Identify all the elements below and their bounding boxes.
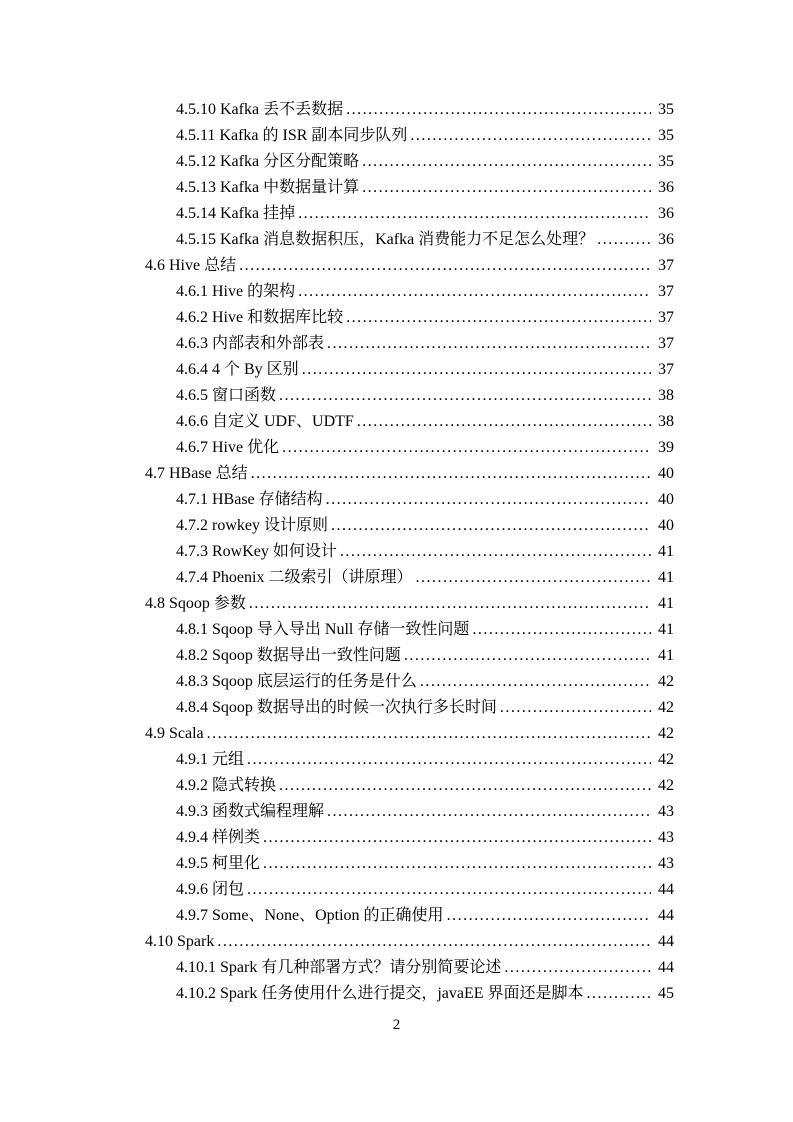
toc-entry-page-number: 37 [658,335,674,352]
toc-entry-title: 4.8.4 Sqoop 数据导出的时候一次执行多长时间 [176,699,497,716]
toc-dot-leader [247,877,651,903]
toc-entry[interactable] [145,825,674,851]
toc-dot-leader [500,695,651,721]
toc-dot-leader [327,799,651,825]
toc-dot-leader [472,617,651,643]
toc-dot-leader [249,591,651,617]
toc-entry-title: 4.10 Spark [145,933,215,950]
toc-dot-leader [207,721,651,747]
toc-entry[interactable] [145,383,674,409]
toc-entry[interactable] [145,851,674,877]
toc-entry[interactable] [145,747,674,773]
toc-entry-title: 4.8.1 Sqoop 导入导出 Null 存储一致性问题 [176,621,470,638]
toc-entry-title: 4.5.10 Kafka 丢不丢数据 [176,101,344,118]
toc-entry[interactable] [145,97,674,123]
toc-entry[interactable] [145,409,674,435]
toc-entry-page-number: 35 [658,153,674,170]
toc-entry-title: 4.9.5 柯里化 [176,855,261,872]
toc-entry-title: 4.6.1 Hive 的架构 [176,283,296,300]
toc-entry-title: 4.6.3 内部表和外部表 [176,335,325,352]
toc-entry[interactable] [145,565,674,591]
toc-dot-leader [302,357,651,383]
toc-entry-title: 4.10.2 Spark 任务使用什么进行提交，javaEE 界面还是脚本 [176,985,584,1002]
toc-entry[interactable] [145,123,674,149]
toc-dot-leader [362,149,651,175]
toc-entry-page-number: 42 [658,725,674,742]
toc-entry[interactable] [145,305,674,331]
toc-dot-leader [331,513,651,539]
toc-dot-leader [346,305,651,331]
toc-entry[interactable] [145,695,674,721]
toc-dot-leader [410,123,651,149]
toc-entry-title: 4.6 Hive 总结 [145,257,237,274]
toc-entry[interactable] [145,773,674,799]
toc-entry[interactable] [145,149,674,175]
toc-entry-title: 4.6.2 Hive 和数据库比较 [176,309,344,326]
toc-entry-title: 4.6.4 4 个 By 区别 [176,361,299,378]
toc-entry-title: 4.7 HBase 总结 [145,465,248,482]
toc-dot-leader [597,227,651,253]
toc-entry-title: 4.5.12 Kafka 分区分配策略 [176,153,360,170]
toc-entry-page-number: 44 [658,959,674,976]
toc-entry-title: 4.6.5 窗口函数 [176,387,277,404]
toc-dot-leader [251,461,651,487]
toc-entry-page-number: 42 [658,777,674,794]
toc-entry-page-number: 40 [658,517,674,534]
toc-entry-title: 4.10.1 Spark 有几种部署方式？请分别简要论述 [176,959,502,976]
toc-entry-title: 4.9.6 闭包 [176,881,245,898]
toc-entry-title: 4.5.11 Kafka 的 ISR 副本同步队列 [176,127,408,144]
toc-dot-leader [263,825,651,851]
toc-dot-leader [404,643,651,669]
toc-entry[interactable] [145,253,674,279]
toc-entry-page-number: 43 [658,829,674,846]
toc-entry-page-number: 37 [658,361,674,378]
toc-entry-page-number: 36 [658,231,674,248]
toc-entry[interactable] [145,175,674,201]
toc-entry[interactable] [145,981,674,1007]
toc-dot-leader [298,201,651,227]
toc-entry-title: 4.7.3 RowKey 如何设计 [176,543,337,560]
toc-entry-page-number: 41 [658,569,674,586]
toc-entry[interactable] [145,955,674,981]
toc-dot-leader [327,331,651,357]
toc-entry-title: 4.9.2 隐式转换 [176,777,277,794]
toc-entry-title: 4.9.7 Some、None、Option 的正确使用 [176,907,444,924]
toc-dot-leader [282,435,651,461]
toc-entry-page-number: 35 [658,127,674,144]
toc-entry-title: 4.6.6 自定义 UDF、UDTF [176,413,354,430]
toc-entry-title: 4.5.14 Kafka 挂掉 [176,205,296,222]
toc-entry-page-number: 38 [658,413,674,430]
toc-entry-page-number: 41 [658,595,674,612]
toc-entry-page-number: 45 [658,985,674,1002]
toc-entry-page-number: 36 [658,205,674,222]
toc-dot-leader [340,539,651,565]
toc-dot-leader [263,851,651,877]
table-of-contents [145,97,674,1007]
toc-dot-leader [217,929,651,955]
toc-entry[interactable] [145,903,674,929]
toc-entry[interactable] [145,929,674,955]
toc-entry-title: 4.9 Scala [145,725,204,742]
toc-entry-title: 4.5.13 Kafka 中数据量计算 [176,179,360,196]
toc-entry[interactable] [145,799,674,825]
toc-entry-page-number: 38 [658,387,674,404]
toc-entry[interactable] [145,721,674,747]
toc-dot-leader [420,669,651,695]
toc-dot-leader [298,279,651,305]
toc-entry-page-number: 40 [658,465,674,482]
toc-entry-title: 4.8 Sqoop 参数 [145,595,246,612]
toc-dot-leader [415,565,651,591]
toc-entry-page-number: 39 [658,439,674,456]
toc-entry-page-number: 37 [658,309,674,326]
toc-dot-leader [239,253,651,279]
toc-entry-page-number: 42 [658,751,674,768]
toc-entry[interactable] [145,617,674,643]
toc-dot-leader [279,383,651,409]
toc-entry-title: 4.9.1 元组 [176,751,245,768]
toc-dot-leader [357,409,651,435]
toc-dot-leader [326,487,651,513]
toc-entry-page-number: 44 [658,907,674,924]
toc-dot-leader [587,981,651,1007]
toc-entry-title: 4.6.7 Hive 优化 [176,439,280,456]
toc-entry[interactable] [145,331,674,357]
toc-entry-page-number: 37 [658,283,674,300]
toc-dot-leader [346,97,651,123]
toc-entry-page-number: 41 [658,647,674,664]
toc-entry-page-number: 41 [658,543,674,560]
toc-entry-page-number: 42 [658,673,674,690]
toc-entry-page-number: 35 [658,101,674,118]
toc-entry[interactable] [145,487,674,513]
toc-entry[interactable] [145,435,674,461]
toc-entry[interactable] [145,201,674,227]
toc-entry[interactable] [145,513,674,539]
toc-entry-page-number: 41 [658,621,674,638]
toc-entry-title: 4.9.3 函数式编程理解 [176,803,325,820]
toc-dot-leader [362,175,651,201]
toc-dot-leader [247,747,651,773]
toc-entry[interactable] [145,461,674,487]
toc-entry[interactable] [145,877,674,903]
toc-dot-leader [504,955,651,981]
toc-entry-title: 4.7.1 HBase 存储结构 [176,491,323,508]
toc-entry-title: 4.7.4 Phoenix 二级索引（讲原理） [176,569,413,586]
toc-entry-page-number: 37 [658,257,674,274]
toc-entry[interactable] [145,227,674,253]
footer-page-number: 2 [392,1017,401,1033]
toc-entry[interactable] [145,643,674,669]
toc-entry[interactable] [145,669,674,695]
toc-entry-page-number: 43 [658,855,674,872]
toc-entry[interactable] [145,279,674,305]
toc-entry-title: 4.5.15 Kafka 消息数据积压，Kafka 消费能力不足怎么处理？ [176,231,595,248]
toc-entry-title: 4.9.4 样例类 [176,829,261,846]
toc-entry-page-number: 36 [658,179,674,196]
toc-dot-leader [447,903,651,929]
toc-entry-page-number: 43 [658,803,674,820]
toc-entry-page-number: 44 [658,881,674,898]
toc-dot-leader [279,773,651,799]
toc-entry-title: 4.8.2 Sqoop 数据导出一致性问题 [176,647,401,664]
toc-entry[interactable] [145,357,674,383]
toc-entry[interactable] [145,591,674,617]
toc-entry-page-number: 42 [658,699,674,716]
page-footer [0,1014,793,1036]
toc-entry-title: 4.7.2 rowkey 设计原则 [176,517,328,534]
toc-entry-page-number: 44 [658,933,674,950]
toc-entry-page-number: 40 [658,491,674,508]
toc-entry-title: 4.8.3 Sqoop 底层运行的任务是什么 [176,673,417,690]
toc-entry[interactable] [145,539,674,565]
